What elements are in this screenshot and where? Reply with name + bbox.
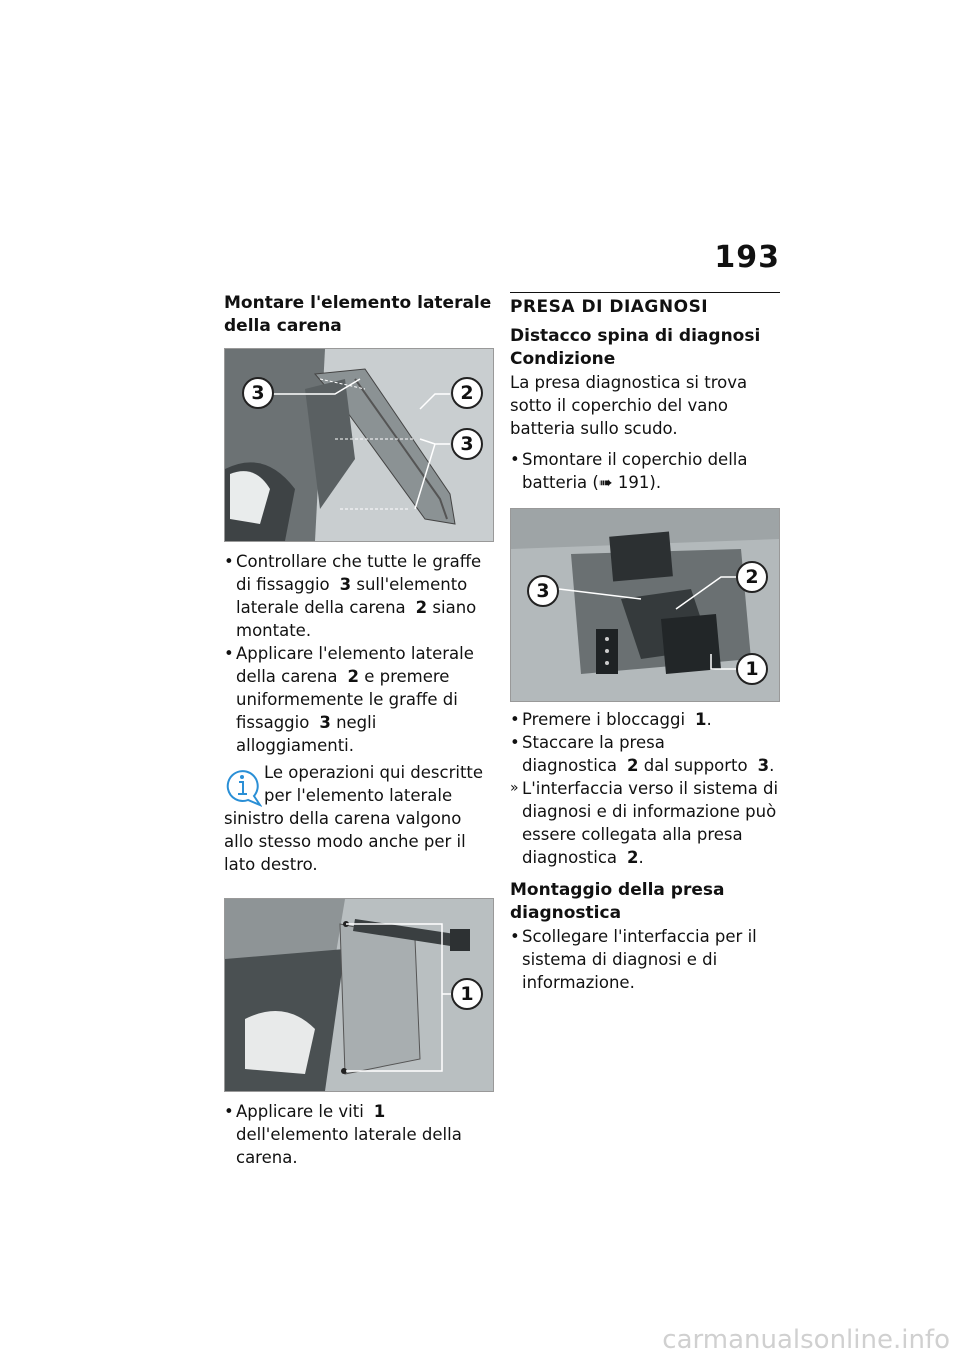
steps-list-2 <box>224 1100 494 1169</box>
list-item: • Smontare il coperchio della batteria (➠ 191). <box>510 450 748 492</box>
condition-text: La presa diagnostica si trova sotto il coperchio del vano batteria sullo scudo. <box>510 373 748 438</box>
callout-2: 2 <box>451 377 483 409</box>
subheading-unplug: Distacco spina di diagnosi <box>510 326 761 346</box>
bullet: • <box>510 733 520 752</box>
section-title: PRESA DI DIAGNOSI <box>510 292 780 319</box>
figure-diagnostic-socket <box>510 508 780 702</box>
bullet: • <box>224 644 234 663</box>
page-number: 193 <box>714 240 780 275</box>
bullet: • <box>510 450 520 469</box>
list-item: • Controllare che tutte le graffe di fissaggio 3 sull'elemento laterale della carena 2 siano montate. <box>224 552 482 640</box>
page-ref-arrow-icon: ➠ <box>598 473 613 492</box>
bullet: • <box>224 1102 234 1121</box>
callout-3: 3 <box>527 575 559 607</box>
list-item: • Applicare le viti 1 dell'elemento laterale della carena. <box>224 1102 462 1167</box>
callout-1: 1 <box>451 978 483 1010</box>
bullet: • <box>510 927 520 946</box>
callout-3-bottom: 3 <box>451 428 483 460</box>
bullet: • <box>224 552 234 571</box>
list-item: • Scollegare l'interfaccia per il sistema di diagnosi e di informazione. <box>510 927 757 992</box>
subheading-mount: Montaggio della presa diagnostica <box>510 880 725 923</box>
callout-2: 2 <box>736 561 768 593</box>
note-text: Le operazioni qui descritte per l'elemento laterale sinistro della carena valgono allo stesso modo anche per il lato destro. <box>224 763 484 874</box>
steps-list-pre <box>510 448 780 494</box>
steps-list-4 <box>510 925 780 994</box>
list-item: • Staccare la presa diagnostica 2 dal supporto 3. <box>510 733 775 775</box>
figure-fairing-clips <box>224 348 494 542</box>
list-item: • Premere i bloccaggi 1. <box>510 710 712 729</box>
info-note <box>224 761 494 876</box>
steps-list-3 <box>510 708 780 869</box>
steps-list-1 <box>224 550 494 757</box>
result-mark: » <box>510 780 519 796</box>
left-heading: Montare l'elemento laterale della carena <box>224 293 492 336</box>
list-item: • Applicare l'elemento laterale della carena 2 e premere uniformemente le graffe di fissaggio 3 negli alloggiamenti. <box>224 644 474 755</box>
bullet: • <box>510 710 520 729</box>
callout-3-top: 3 <box>242 377 274 409</box>
info-icon <box>224 761 262 807</box>
callout-1: 1 <box>736 653 768 685</box>
left-column <box>224 292 494 1169</box>
subheading-condition: Condizione <box>510 349 616 369</box>
right-column <box>510 292 780 994</box>
figure-fairing-screws <box>224 898 494 1092</box>
watermark: carmanualsonline.info <box>662 1325 950 1355</box>
result-item: » L'interfaccia verso il sistema di diagnosi e di informazione può essere collegata alla presa diagnostica 2. <box>510 779 779 867</box>
page-ref-link[interactable]: 191 <box>617 473 650 492</box>
